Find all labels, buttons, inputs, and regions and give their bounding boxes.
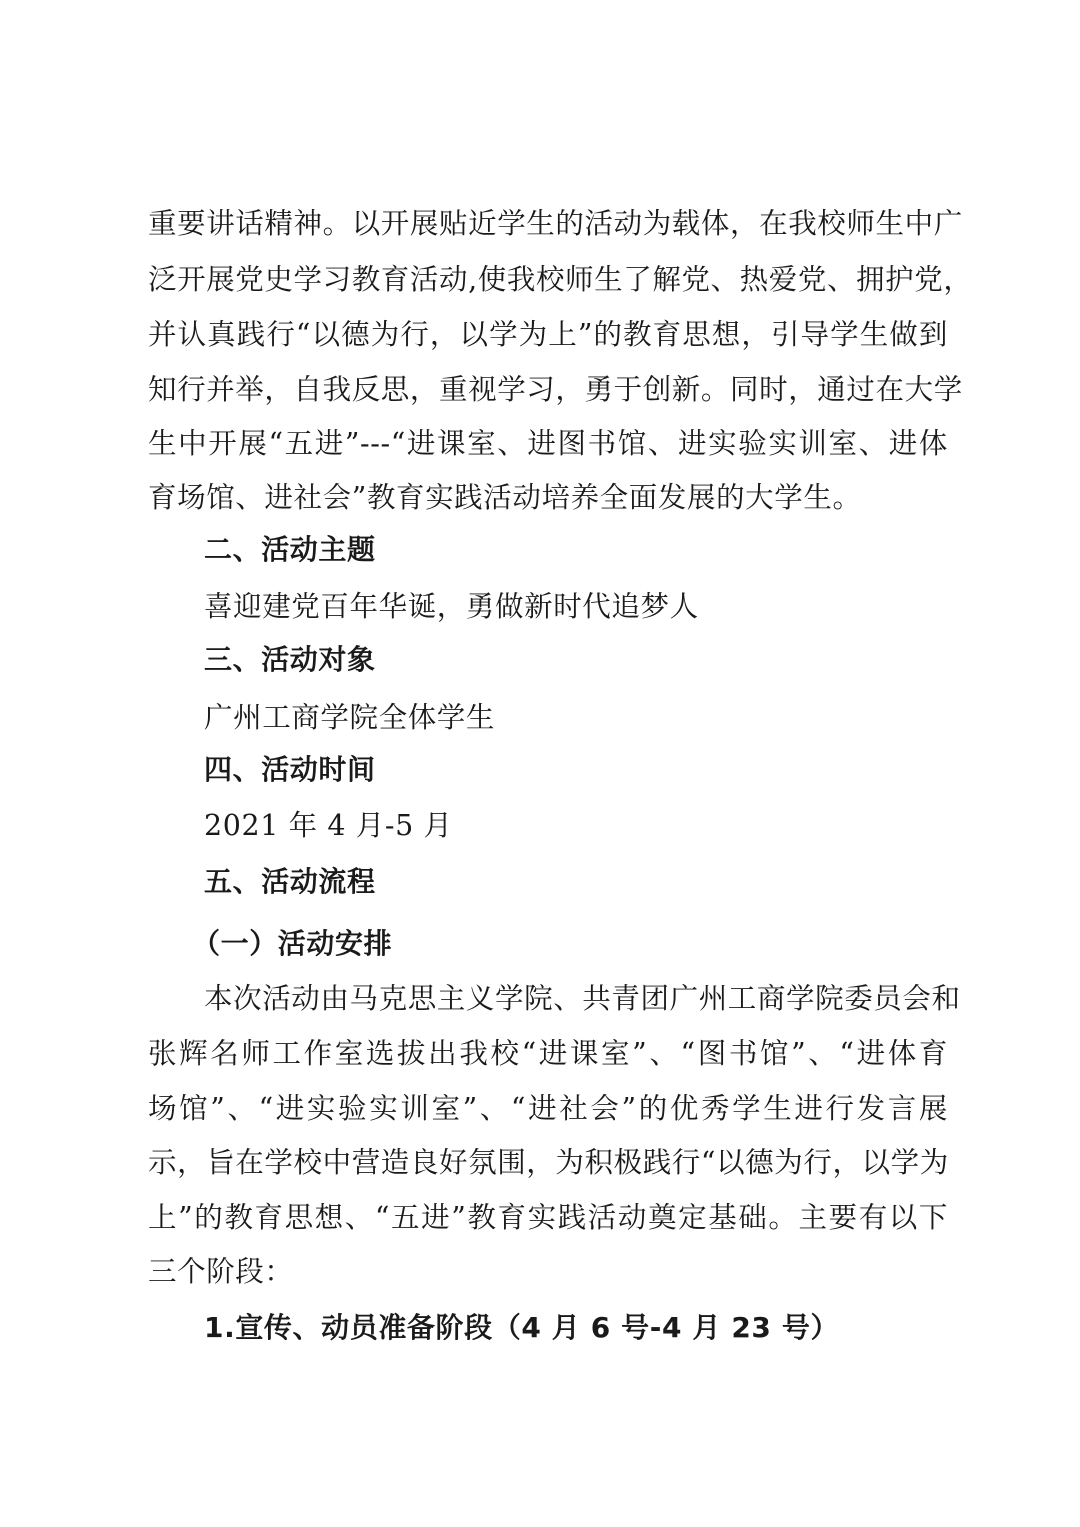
- section-body: 广州工商学院全体学生: [204, 701, 496, 734]
- paragraph-line: 并认真践行“以德为行，以学为上”的教育思想，引导学生做到: [148, 318, 948, 351]
- section-heading: 五、活动流程: [204, 865, 376, 898]
- paragraph-line: 上”的教育思想、“五进”教育实践活动奠定基础。主要有以下: [148, 1201, 948, 1234]
- section-heading: 三、活动对象: [204, 643, 376, 676]
- paragraph-line: 生中开展“五进”---“进课室、进图书馆、进实验实训室、进体: [148, 427, 948, 460]
- paragraph-line: 泛开展党史学习教育活动,使我校师生了解党、热爱党、拥护党，: [148, 263, 973, 296]
- paragraph-line: 张辉名师工作室选拔出我校“进课室”、“图书馆”、“进体育: [148, 1037, 948, 1070]
- paragraph-line: 育场馆、进社会”教育实践活动培养全面发展的大学生。: [148, 481, 862, 514]
- paragraph-line: 知行并举，自我反思，重视学习，勇于创新。同时，通过在大学: [148, 373, 963, 406]
- paragraph-line: 示，旨在学校中营造良好氛围，为积极践行“以德为行，以学为: [148, 1146, 949, 1179]
- section-body: 喜迎建党百年华诞，勇做新时代追梦人: [204, 590, 699, 623]
- paragraph-line: 场馆”、“进实验实训室”、“进社会”的优秀学生进行发言展: [148, 1092, 948, 1125]
- section-body: 2021 年 4 月-5 月: [204, 809, 453, 842]
- stage-heading: 1.宣传、动员准备阶段（4 月 6 号-4 月 23 号）: [204, 1311, 840, 1344]
- section-heading: 四、活动时间: [204, 753, 376, 786]
- section-heading: 二、活动主题: [204, 533, 376, 566]
- paragraph-line: 本次活动由马克思主义学院、共青团广州工商学院委员会和: [204, 982, 961, 1015]
- paragraph-line: 重要讲话精神。以开展贴近学生的活动为载体，在我校师生中广: [148, 207, 963, 240]
- subsection-heading: （一）活动安排: [192, 927, 393, 960]
- paragraph-line: 三个阶段：: [148, 1255, 294, 1288]
